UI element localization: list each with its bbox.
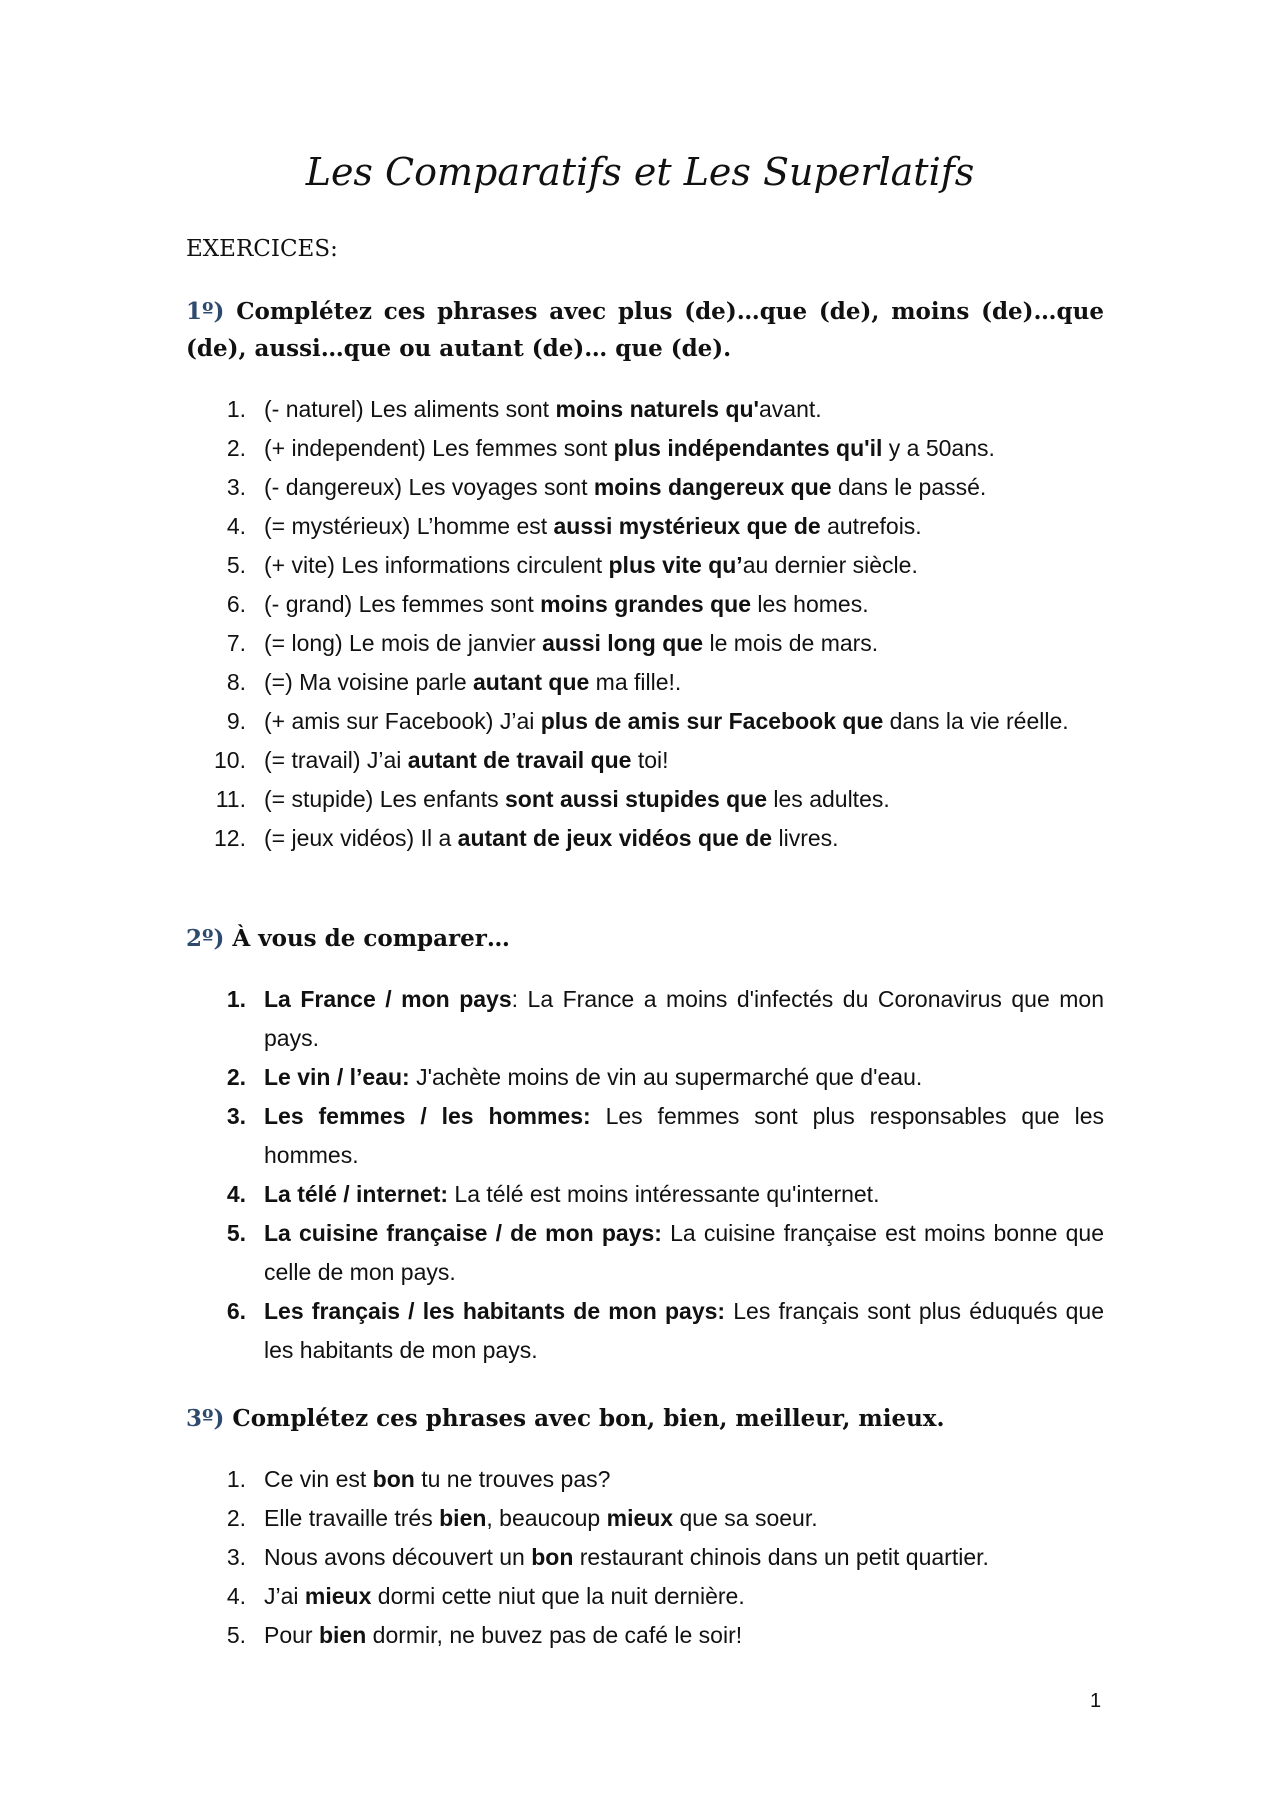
list-item xyxy=(186,663,1104,702)
item-text: Nous avons découvert un xyxy=(264,1544,532,1570)
item-text: : La France a moins d'infectés du Coronavirus que mon pays. xyxy=(264,986,1104,1051)
list-item xyxy=(186,624,1104,663)
item-number: 4. xyxy=(226,1583,246,1609)
item-answer: bon xyxy=(372,1466,415,1492)
section1-heading xyxy=(186,293,1104,367)
item-text: dans la vie réelle. xyxy=(883,708,1069,734)
item-text: (- grand) Les femmes sont xyxy=(264,591,541,617)
list-item xyxy=(186,1538,1104,1577)
item-text: (= jeux vidéos) Il a xyxy=(264,825,458,851)
item-answer: moins grandes que xyxy=(540,591,751,617)
item-number: 9. xyxy=(226,708,246,734)
list-item xyxy=(186,429,1104,468)
page-title: Les Comparatifs et Les Superlatifs xyxy=(305,150,975,194)
item-number: 3. xyxy=(226,1544,246,1570)
item-text: les homes. xyxy=(750,591,869,617)
section1-list xyxy=(186,390,1104,858)
item-text: le mois de mars. xyxy=(703,630,879,656)
item-number: 1. xyxy=(226,396,246,422)
item-topic: La France / mon pays xyxy=(264,986,512,1012)
item-text: (+ independent) Les femmes sont xyxy=(264,435,614,461)
item-number: 4. xyxy=(226,1181,246,1207)
item-text: les adultes. xyxy=(767,786,890,812)
item-topic: Les femmes / les hommes: xyxy=(264,1103,591,1129)
item-text: que sa soeur. xyxy=(673,1505,818,1531)
section2-number: 2º) xyxy=(186,925,225,952)
item-topic: Les français / les habitants de mon pays: xyxy=(264,1298,726,1324)
item-answer: bien xyxy=(439,1505,487,1531)
section1-heading-text: Complétez ces phrases avec plus (de)…que (de), moins (de)…que (de), aussi…que ou autant (de)… que (de). xyxy=(186,298,1104,362)
item-text: (+ amis sur Facebook) J’ai xyxy=(264,708,541,734)
item-number: 5. xyxy=(226,1220,246,1246)
item-text: Les femmes sont plus responsables que les hommes. xyxy=(264,1103,1105,1168)
section3-list xyxy=(186,1460,1104,1655)
item-number: 2. xyxy=(226,435,246,461)
item-number: 7. xyxy=(226,630,246,656)
item-answer: mieux xyxy=(304,1583,372,1609)
item-text: La cuisine française est moins bonne que celle de mon pays. xyxy=(264,1220,1104,1285)
list-item xyxy=(186,1292,1104,1370)
list-item xyxy=(186,585,1104,624)
item-text: Pour xyxy=(264,1622,319,1648)
item-text: , beaucoup xyxy=(486,1505,607,1531)
section2-list xyxy=(186,980,1104,1370)
item-text: J’ai xyxy=(264,1583,305,1609)
item-text: Elle travaille trés xyxy=(264,1505,440,1531)
list-item xyxy=(186,507,1104,546)
item-text: ma fille!. xyxy=(589,669,682,695)
item-text: dormir, ne buvez pas de café le soir! xyxy=(366,1622,743,1648)
section2-heading-text: À vous de comparer… xyxy=(232,925,510,952)
item-text: (= long) Le mois de janvier xyxy=(264,630,543,656)
item-text: J'achète moins de vin au supermarché que d'eau. xyxy=(409,1064,923,1090)
item-text: (- naturel) Les aliments sont xyxy=(264,396,556,422)
item-answer: autant de travail que xyxy=(407,747,632,773)
item-text: au dernier siècle. xyxy=(742,552,918,578)
list-item xyxy=(186,1058,1104,1097)
item-answer: autant que xyxy=(473,669,590,695)
item-number: 5. xyxy=(226,552,246,578)
item-answer: plus indépendantes qu'il xyxy=(613,435,883,461)
list-item xyxy=(186,1097,1104,1175)
item-text: (- dangereux) Les voyages sont xyxy=(264,474,594,500)
item-answer: aussi mystérieux que de xyxy=(553,513,821,539)
page-number: 1 xyxy=(1090,1690,1102,1712)
item-topic: Le vin / l’eau: xyxy=(264,1064,410,1090)
item-number: 3. xyxy=(226,474,246,500)
item-answer: sont aussi stupides que xyxy=(505,786,768,812)
item-number: 3. xyxy=(226,1103,246,1129)
item-text: dormi cette niut que la nuit dernière. xyxy=(371,1583,745,1609)
list-item xyxy=(186,1175,1104,1214)
item-text: autrefois. xyxy=(820,513,922,539)
item-number: 6. xyxy=(226,591,246,617)
list-item xyxy=(186,780,1104,819)
item-answer: plus vite qu’ xyxy=(608,552,743,578)
item-text: (= stupide) Les enfants xyxy=(264,786,506,812)
list-item xyxy=(186,390,1104,429)
list-item xyxy=(186,546,1104,585)
section1-number: 1º) xyxy=(186,298,225,325)
item-topic: La cuisine française / de mon pays: xyxy=(264,1220,662,1246)
item-text: (= travail) J’ai xyxy=(264,747,408,773)
item-number: 8. xyxy=(226,669,246,695)
exercises-label: EXERCICES: xyxy=(186,236,338,262)
list-item xyxy=(186,819,1104,858)
item-number: 11. xyxy=(215,786,246,812)
item-topic: La télé / internet: xyxy=(264,1181,449,1207)
item-number: 2. xyxy=(226,1505,246,1531)
item-number: 1. xyxy=(226,1466,246,1492)
item-number: 5. xyxy=(226,1622,246,1648)
list-item xyxy=(186,702,1104,741)
item-number: 1. xyxy=(226,986,246,1012)
item-number: 10. xyxy=(214,747,246,773)
item-text: (=) Ma voisine parle xyxy=(264,669,473,695)
item-answer: mieux xyxy=(606,1505,674,1531)
item-number: 2. xyxy=(226,1064,246,1090)
list-item xyxy=(186,468,1104,507)
item-text: y a 50ans. xyxy=(882,435,995,461)
list-item xyxy=(186,1214,1104,1292)
item-text: Ce vin est xyxy=(264,1466,373,1492)
item-number: 6. xyxy=(226,1298,246,1324)
list-item xyxy=(186,741,1104,780)
list-item xyxy=(186,1499,1104,1538)
item-text: dans le passé. xyxy=(831,474,987,500)
item-answer: moins naturels qu' xyxy=(555,396,760,422)
list-item xyxy=(186,1616,1104,1655)
item-answer: moins dangereux que xyxy=(593,474,832,500)
item-answer: aussi long que xyxy=(542,630,704,656)
item-number: 4. xyxy=(226,513,246,539)
item-text: avant. xyxy=(759,396,822,422)
list-item xyxy=(186,980,1104,1058)
item-answer: bien xyxy=(318,1622,367,1648)
item-answer: autant de jeux vidéos que de xyxy=(457,825,773,851)
item-text: La télé est moins intéressante qu'internet. xyxy=(448,1181,880,1207)
section3-heading-text: Complétez ces phrases avec bon, bien, meilleur, mieux. xyxy=(232,1405,945,1432)
item-text: livres. xyxy=(772,825,839,851)
item-text: (= mystérieux) L’homme est xyxy=(264,513,554,539)
section2-heading xyxy=(186,920,1104,957)
list-item xyxy=(186,1577,1104,1616)
section3-heading xyxy=(186,1400,1104,1437)
item-text: (+ vite) Les informations circulent xyxy=(264,552,609,578)
item-text: restaurant chinois dans un petit quartier. xyxy=(573,1544,989,1570)
list-item xyxy=(186,1460,1104,1499)
item-text: Les français sont plus éduqués que les habitants de mon pays. xyxy=(264,1298,1104,1363)
item-answer: bon xyxy=(531,1544,574,1570)
item-answer: plus de amis sur Facebook que xyxy=(540,708,884,734)
section3-number: 3º) xyxy=(186,1405,225,1432)
item-number: 12. xyxy=(214,825,246,851)
item-text: toi! xyxy=(631,747,669,773)
item-text: tu ne trouves pas? xyxy=(414,1466,611,1492)
